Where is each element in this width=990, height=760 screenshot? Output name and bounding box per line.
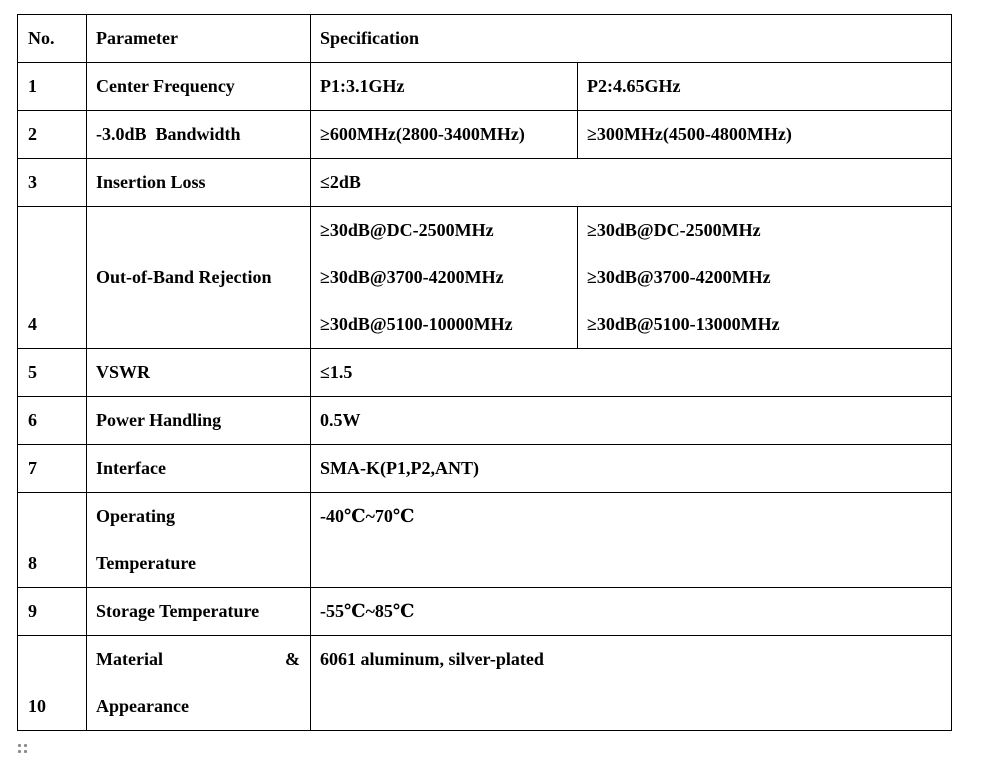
table-row: [18, 349, 952, 397]
table-row: [18, 588, 952, 636]
header-specification: Specification: [311, 15, 952, 63]
row-number: 10: [18, 636, 87, 731]
spec-p2-cell: P2:4.65GHz: [578, 63, 952, 111]
parameter-cell: [87, 636, 311, 731]
header-no: No.: [18, 15, 87, 63]
parameter-label-word: Material: [96, 649, 163, 669]
row-number: 7: [18, 445, 87, 493]
table-header-row: [18, 15, 952, 63]
table-row: [18, 63, 952, 111]
row-number: 4: [18, 207, 87, 349]
drag-dots-icon[interactable]: [18, 744, 30, 756]
rejection-line: ≥30dB@3700-4200MHz: [320, 267, 504, 287]
parameter-cell: Storage Temperature: [87, 588, 311, 636]
table-row: [18, 445, 952, 493]
spec-cell: ≤1.5: [311, 349, 952, 397]
parameter-cell: Center Frequency: [87, 63, 311, 111]
rejection-line: ≥30dB@DC-2500MHz: [587, 220, 761, 240]
rejection-line: ≥30dB@5100-13000MHz: [587, 314, 780, 334]
spec-cell: [311, 636, 952, 731]
parameter-label-line: Temperature: [96, 553, 196, 573]
row-number: 9: [18, 588, 87, 636]
table-row: [18, 636, 952, 731]
spec-p2-cell: ≥300MHz(4500-4800MHz): [578, 111, 952, 159]
parameter-cell: Insertion Loss: [87, 159, 311, 207]
spec-p1-cell: ≥600MHz(2800-3400MHz): [311, 111, 578, 159]
row-number: 3: [18, 159, 87, 207]
parameter-cell: -3.0dB Bandwidth: [87, 111, 311, 159]
spec-cell: SMA-K(P1,P2,ANT): [311, 445, 952, 493]
spec-value: -40℃~70℃: [320, 506, 415, 526]
parameter-label-word: &: [285, 649, 300, 669]
parameter-label: Out-of-Band Rejection: [96, 267, 272, 287]
rejection-line: ≥30dB@5100-10000MHz: [320, 314, 513, 334]
row-number: 5: [18, 349, 87, 397]
spec-p2-cell: [578, 207, 952, 349]
parameter-label-line: [96, 636, 310, 683]
spec-cell: ≤2dB: [311, 159, 952, 207]
row-number: 2: [18, 111, 87, 159]
row-number: 6: [18, 397, 87, 445]
parameter-cell: Power Handling: [87, 397, 311, 445]
table-row: [18, 397, 952, 445]
parameter-cell: [87, 207, 311, 349]
spec-cell: [311, 493, 952, 588]
specification-table: [17, 14, 952, 731]
spec-cell: 0.5W: [311, 397, 952, 445]
spec-cell: -55℃~85℃: [311, 588, 952, 636]
parameter-cell: [87, 493, 311, 588]
row-number: 1: [18, 63, 87, 111]
spec-p1-cell: [311, 207, 578, 349]
header-parameter: Parameter: [87, 15, 311, 63]
table-row: [18, 111, 952, 159]
parameter-label-line: Operating: [96, 506, 175, 526]
table-row: [18, 207, 952, 349]
parameter-cell: Interface: [87, 445, 311, 493]
parameter-label-line: Appearance: [96, 696, 189, 716]
table-row: [18, 493, 952, 588]
parameter-cell: VSWR: [87, 349, 311, 397]
table-row: [18, 159, 952, 207]
row-number: 8: [18, 493, 87, 588]
rejection-line: ≥30dB@DC-2500MHz: [320, 220, 494, 240]
spec-p1-cell: P1:3.1GHz: [311, 63, 578, 111]
rejection-line: ≥30dB@3700-4200MHz: [587, 267, 771, 287]
spec-value: 6061 aluminum, silver-plated: [320, 649, 544, 669]
